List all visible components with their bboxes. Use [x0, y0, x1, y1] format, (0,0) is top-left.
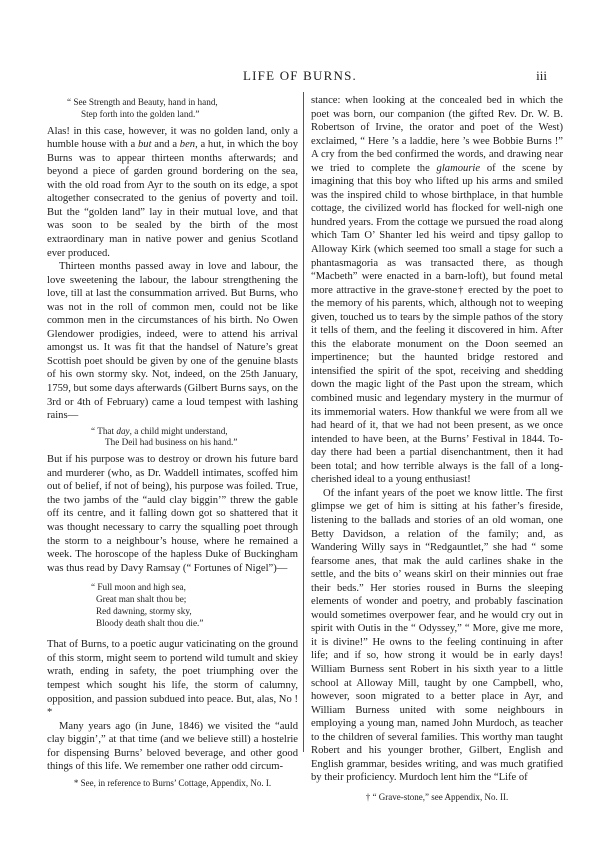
footnote: * See, in reference to Burns’ Cottage, Appendix, No. I. [73, 777, 272, 788]
right-column [311, 94, 563, 803]
verse-line: The Deil had business on his hand.” [105, 437, 238, 448]
paragraph: But if his purpose was to destroy or drown his future bard and murderer (who, as Dr. Waddell intimates, scoffed him out of belief, if not of being), his purpose was foiled. True, the two jambs of the “auld clay biggin’” threw the gable off its centre, and it falling down got so shattered that it was thought necessary to carry the squalling poet through the storm to a neighbour’s house, where he remained a week. The horoscope of the hapless Duke of Buckingham was thus read by Davy Ramsay (“ Fortunes of Nigel”)— [47, 454, 298, 574]
left-column [47, 94, 298, 789]
paragraph: Thirteen months passed away in love and labour, the love sweetening the labour, the labour strengthening the love, till at last the consummation arrived. But Burns, who was not in the roll of common men, could not be like common men in the circumstances of his birth. No Owen Glendower prodigies, indeed, were to attend his arrival amongst us. It was fit that the handsel of Nature’s great Scottish poet should be given by one of the genuine blasts of his own stormy sky. Not, indeed, on the 25th January, 1759, but some days afterwards (Gilbert Burns says, on the 3rd or 4th of February) came a loud tempest with lashing rains— [47, 261, 298, 422]
paragraph: stance: when looking at the concealed bed in which the poet was born, our companion (the gifted Rev. Dr. W. B. Robertson of Irvine, the orator and poet of the West) exclaimed, “ Here ’s a laddie, here ’s wee Bobbie Burns !” A cry from the bed confirmed the words, and drawing near we tried to complete the glamourie of the scene by imagining that this boy who lifted up his arms and smiled was the inspired child to whose birthplace, in that humble cottage, the civilized world has flocked for well-nigh one hundred years. From the cottage we pursued the road along which Tam O’ Shanter led his weird and tipsy gallop to Alloway Kirk (which seemed too small a stage for such a phantasmagoria as was transacted there, as though “Macbeth” were enacted in a barn-loft), but found metal more attractive in the grave-stone† erected by the poet to the memory of his parents, which, although not to weeping given, touched us to tears by the simple pathos of the story it tells of them, and the feeling it discovered in him. After this the elaborate monument on the Doon seemed an impertinence; but the haunted bridge restored and intensified the spirit of the spot, receiving and shedding down the magic light of the Past upon the stream, which combined music and legendary mystery in the murmur of its immemorial waters. How thankful we were from all we had heard of it, that we had not been present, as we once intended to have been, at the Burns’ Festival in 1844. To-day there had been a partial disenchantment, then it had been total; and how terrible always is the fall of a long-cherished ideal to a young enthusiast! [311, 95, 563, 486]
verse-line: “ Full moon and high sea, [91, 582, 186, 593]
verse-quote [91, 582, 298, 629]
page-number: iii [536, 68, 547, 83]
verse-line: “ See Strength and Beauty, hand in hand, [67, 97, 218, 107]
paragraph: Many years ago (in June, 1846) we visited the “auld clay biggin’,” at that time (and we believe still) a hostelrie for dispensing Burns’ beloved beverage, and other good things of this life. We remember one rather odd circum- [47, 720, 298, 773]
column-divider [303, 92, 304, 752]
verse-quote [67, 97, 298, 121]
running-title: LIFE OF BURNS. [243, 68, 357, 83]
verse-quote [91, 426, 298, 450]
verse-line: Step forth into the golden land.” [81, 108, 200, 119]
paragraph: That of Burns, to a poetic augur vaticinating on the ground of this storm, might seem to portend wild tumult and skiey wrath, ending in safety, the poet triumphing over the tempest which sought his life, the storm of calumny, opposition, and passion subdued into peace. But, alas, No ! * [47, 639, 298, 719]
footnote: † “ Grave-stone,” see Appendix, No. II. [365, 791, 509, 802]
verse-line: Great man shalt thou be; [96, 593, 187, 604]
paragraph: Of the infant years of the poet we know little. The first glimpse we get of him is sitting at his father’s fireside, listening to the ballads and stories of an old woman, one Betty Davidson, a relation of the family; and, as Wandering Willy says in “Redgauntlet,” she had “ some fearsome anes, that mak the auld carlines shake in the settle, and the bits o’ weans skirl on their minnies out frae their beds.” Her stories roused in Burns the sleeping elements of wonder and poetry, and probably fascination would sometimes overpower fear, and he would cry out in spirit with Outis in the “ Odyssey,” “ More, give me more, it is divine!” He owns to the feeling continuing in after life; and if so, how strong it would be in early days! William Burness sent Robert in his sixth year to a little school at Alloway Mill, taught by one Campbell, who, however, soon migrated to a better place in Ayr, and William Burness united with some neighbours in employing a young man, named John Murdoch, as teacher to the children of several families. This worthy man taught Robert and his younger brother, Gilbert, English and English grammar, besides writing, and was much gratified by their proficiency. Murdoch lent him the “Life of [311, 487, 563, 784]
verse-line: Bloody death shalt thou die.” [96, 617, 204, 628]
verse-line: Red dawning, stormy sky, [96, 605, 192, 616]
verse-line: “ That day, a child might understand, [91, 425, 228, 436]
paragraph: Alas! in this case, however, it was no golden land, only a humble house with a but and a ben, a hut, in which the boy Burns was to appear thirteen months afterwards; and beyond a piece of garden ground bordering on the sea, with the old road from Ayr to the south on its edge, a spot altogether consecrated to the genius of poverty and toil. But the “golden land” lay in their mutual love, and that was soon to be sealed by the birth of the most extraordinary man in native power and genius Scotland ever produced. [47, 125, 298, 259]
